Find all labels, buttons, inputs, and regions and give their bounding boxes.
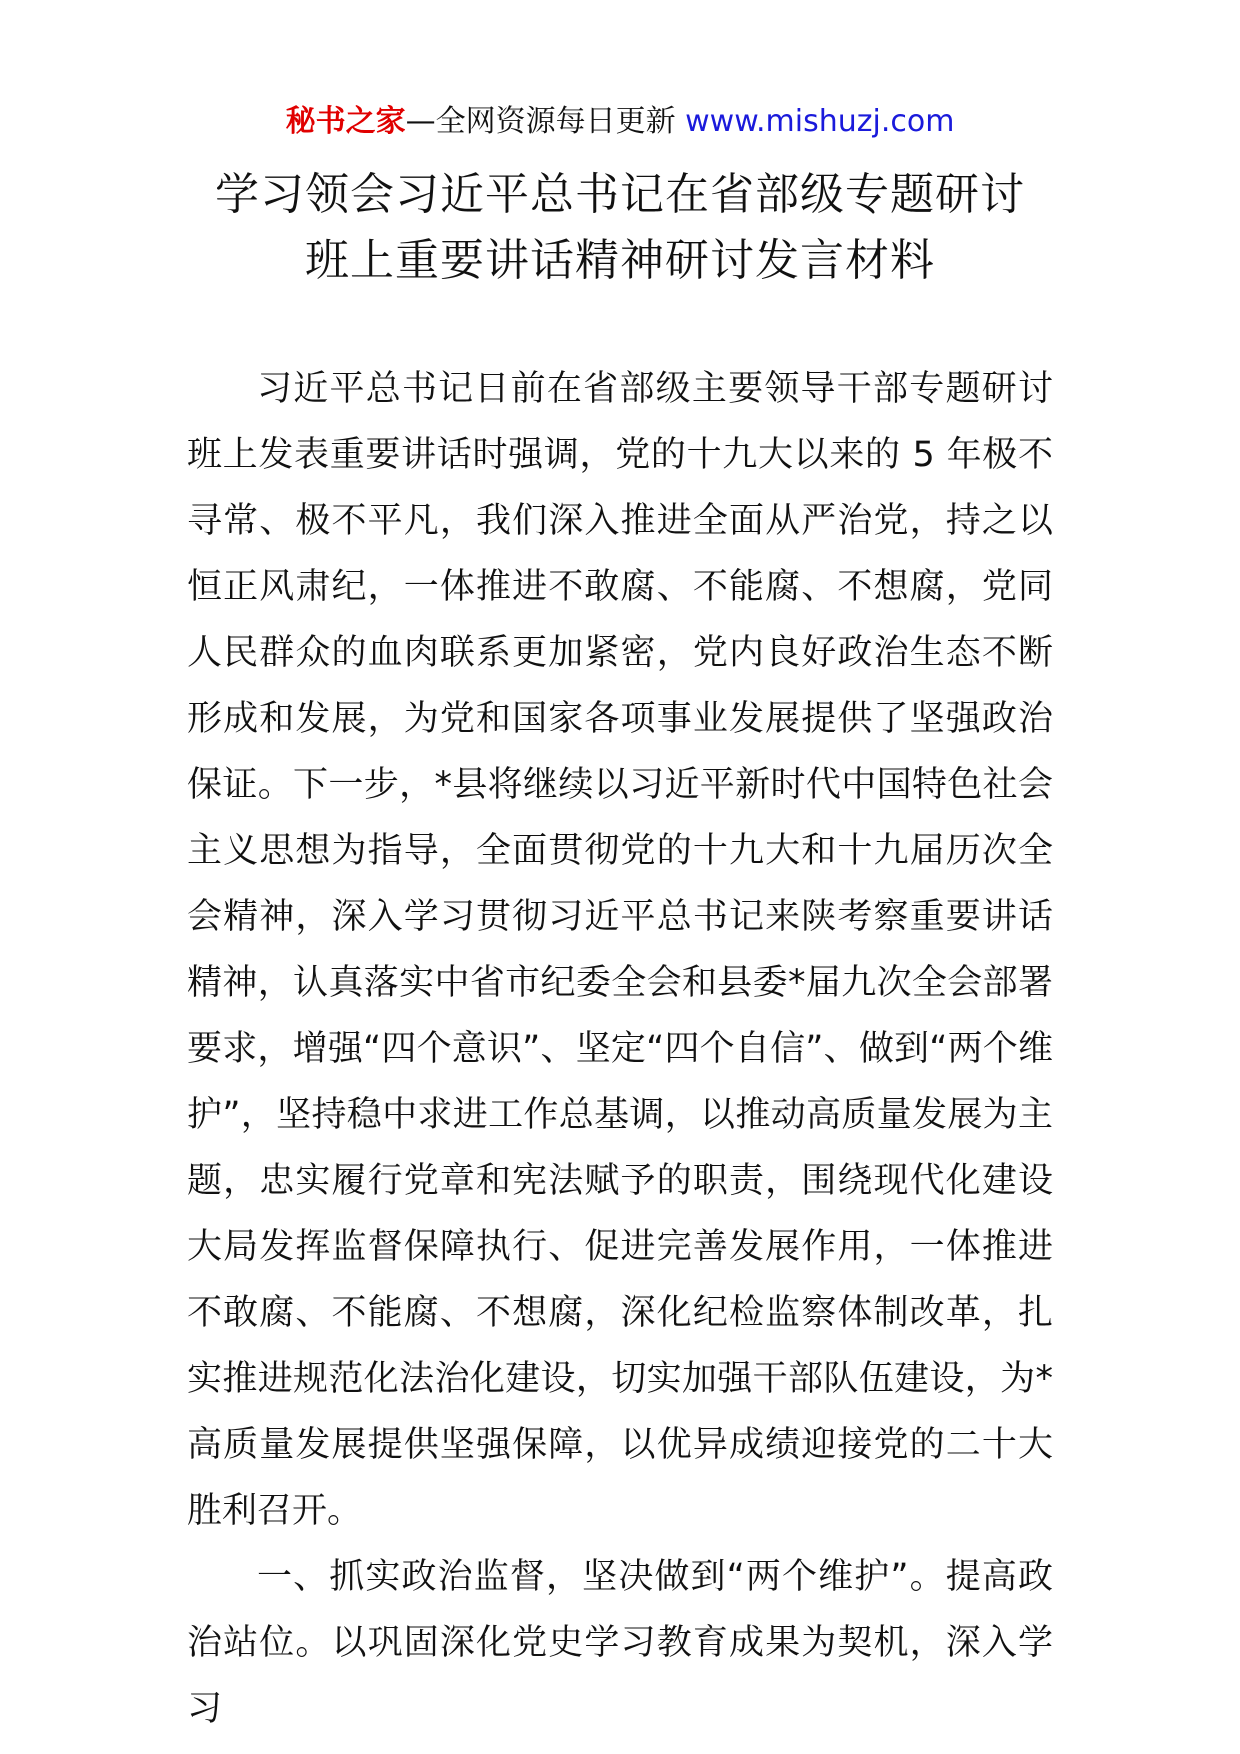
document-title — [110, 162, 1130, 294]
site-header — [0, 100, 1240, 144]
site-url-link[interactable]: www.mishuzj.com — [685, 104, 955, 139]
paragraph-intro: 习近平总书记日前在省部级主要领导干部专题研讨班上发表重要讲话时强调，党的十九大以来的 5 年极不寻常、极不平凡，我们深入推进全面从严治党，持之以恒正风肃纪，一体推进不敢腐、不能腐、不想腐，党同人民群众的血肉联系更加紧密，党内良好政治生态不断形成和发展，为党和国家各项事业发展提供了坚强政治保证。下一步，*县将继续以习近平新时代中国特色社会主义思想为指导，全面贯彻党的十九大和十九届历次全会精神，深入学习贯彻习近平总书记来陕考察重要讲话精神，认真落实中省市纪委全会和县委*届九次全会部署要求，增强“四个意识”、坚定“四个自信”、做到“两个维护”，坚持稳中求进工作总基调，以推动高质量发展为主题，忠实履行党章和宪法赋予的职责，围绕现代化建设大局发挥监督保障执行、促进完善发展作用，一体推进不敢腐、不能腐、不想腐，深化纪检监察体制改革，扎实推进规范化法治化建设，切实加强干部队伍建设，为*高质量发展提供坚强保障，以优异成绩迎接党的二十大胜利召开。 — [187, 369, 1053, 1531]
brand-name: 秘书之家 — [285, 104, 406, 139]
document-body — [187, 356, 1053, 1742]
title-line-2: 班上重要讲话精神研讨发言材料 — [305, 235, 935, 286]
header-tagline: —全网资源每日更新 — [405, 104, 686, 139]
title-line-1: 学习领会习近平总书记在省部级专题研讨 — [215, 169, 1025, 220]
paragraph-section-one: 一、抓实政治监督，坚决做到“两个维护”。提高政治站位。以巩固深化党史学习教育成果为契机，深入学习 — [187, 1557, 1053, 1729]
